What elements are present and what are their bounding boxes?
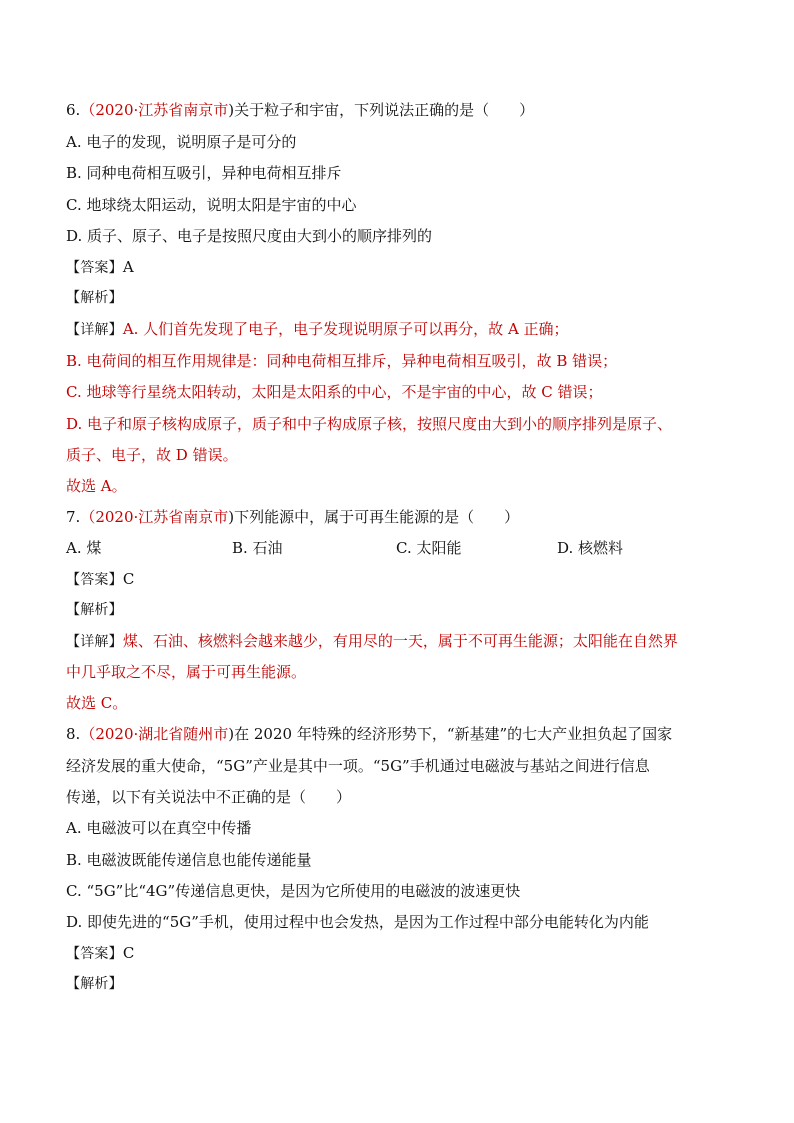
- q8-number: 8.: [66, 725, 81, 743]
- q7-option-b: B. 石油: [232, 539, 283, 557]
- q7-detail-label: 【详解】: [66, 634, 123, 650]
- q6-number: 6.: [66, 101, 81, 119]
- q7-conclusion: 故选 C。: [66, 694, 128, 712]
- q6-stem: [66, 95, 534, 125]
- q8-source-close: ): [228, 725, 235, 743]
- q6-detail-line-1: [66, 314, 569, 344]
- q8-option-c: C. “5G”比“4G”传递信息更快，是因为它所使用的电磁波的波速更快: [66, 882, 521, 900]
- q6-source: （2020·江苏省南京市: [80, 101, 229, 119]
- q6-option-c: C. 地球绕太阳运动，说明太阳是宇宙的中心: [66, 196, 357, 214]
- q7-stem-text: 下列能源中，属于可再生能源的是（ ）: [234, 508, 520, 526]
- q7-stem: [66, 502, 519, 532]
- q7-answer-label: 【答案】: [66, 572, 123, 588]
- q8-option-a: A. 电磁波可以在真空中传播: [66, 819, 252, 837]
- q7-option-d: D. 核燃料: [557, 539, 624, 557]
- q6-detail-label: 【详解】: [66, 322, 123, 338]
- q6-stem-text: 关于粒子和宇宙，下列说法正确的是（ ）: [234, 101, 535, 119]
- q6-conclusion: 故选 A。: [66, 477, 127, 495]
- q8-answer-label: 【答案】: [66, 946, 123, 962]
- q8-stem-text-1: 在 2020 年特殊的经济形势下，“新基建”的七大产业担负起了国家: [234, 725, 673, 743]
- q6-option-a: A. 电子的发现，说明原子是可分的: [66, 133, 297, 151]
- q6-option-d: D. 质子、原子、电子是按照尺度由大到小的顺序排列的: [66, 227, 433, 245]
- q8-stem-line-1: [66, 719, 672, 749]
- q7-detail-line-2: 中几乎取之不尽，属于可再生能源。: [66, 663, 307, 681]
- q6-answer-value: A: [122, 258, 134, 276]
- q8-option-b: B. 电磁波既能传递信息也能传递能量: [66, 851, 312, 869]
- q7-detail-line-1: [66, 626, 678, 656]
- q8-answer: [66, 938, 134, 968]
- q7-source: （2020·江苏省南京市: [80, 508, 229, 526]
- q6-answer: [66, 252, 134, 282]
- q6-detail-line-4: D. 电子和原子核构成原子，质子和中子构成原子核，按照尺度由大到小的顺序排列是原子、: [66, 415, 673, 433]
- q8-stem-line-2: 经济发展的重大使命，“5G”产业是其中一项。“5G”手机通过电磁波与基站之间进行信息: [66, 757, 650, 775]
- q7-option-c: C. 太阳能: [396, 539, 462, 557]
- q8-source: （2020·湖北省随州市: [80, 725, 229, 743]
- q7-analysis-label: 【解析】: [66, 602, 123, 618]
- q7-option-a: A. 煤: [66, 539, 102, 557]
- q7-answer: [66, 564, 134, 594]
- q6-detail-line-5: 质子、电子，故 D 错误。: [66, 446, 238, 464]
- q6-detail-line-2: B. 电荷间的相互作用规律是：同种电荷相互排斥，异种电荷相互吸引，故 B 错误；: [66, 352, 618, 370]
- q7-number: 7.: [66, 508, 81, 526]
- q8-stem-line-3: 传递，以下有关说法中不正确的是（ ）: [66, 788, 352, 806]
- q6-answer-label: 【答案】: [66, 260, 123, 276]
- q6-source-close: ): [228, 101, 235, 119]
- q8-analysis-label: 【解析】: [66, 976, 123, 992]
- q8-option-d: D. 即使先进的“5G”手机，使用过程中也会发热，是因为工作过程中部分电能转化为内能: [66, 913, 649, 931]
- q6-analysis-label: 【解析】: [66, 290, 123, 306]
- q7-options-row: [66, 533, 686, 563]
- q7-detail-text-1: 煤、石油、核燃料会越来越少，有用尽的一天，属于不可再生能源；太阳能在自然界: [122, 632, 678, 650]
- q6-detail-line-3: C. 地球等行星绕太阳转动，太阳是太阳系的中心，不是宇宙的中心，故 C 错误；: [66, 383, 603, 401]
- q8-answer-value: C: [122, 944, 135, 962]
- q7-source-close: ): [228, 508, 235, 526]
- q6-detail-text-1: A. 人们首先发现了电子，电子发现说明原子可以再分，故 A 正确；: [122, 320, 569, 338]
- q7-answer-value: C: [122, 570, 135, 588]
- q6-option-b: B. 同种电荷相互吸引，异种电荷相互排斥: [66, 164, 342, 182]
